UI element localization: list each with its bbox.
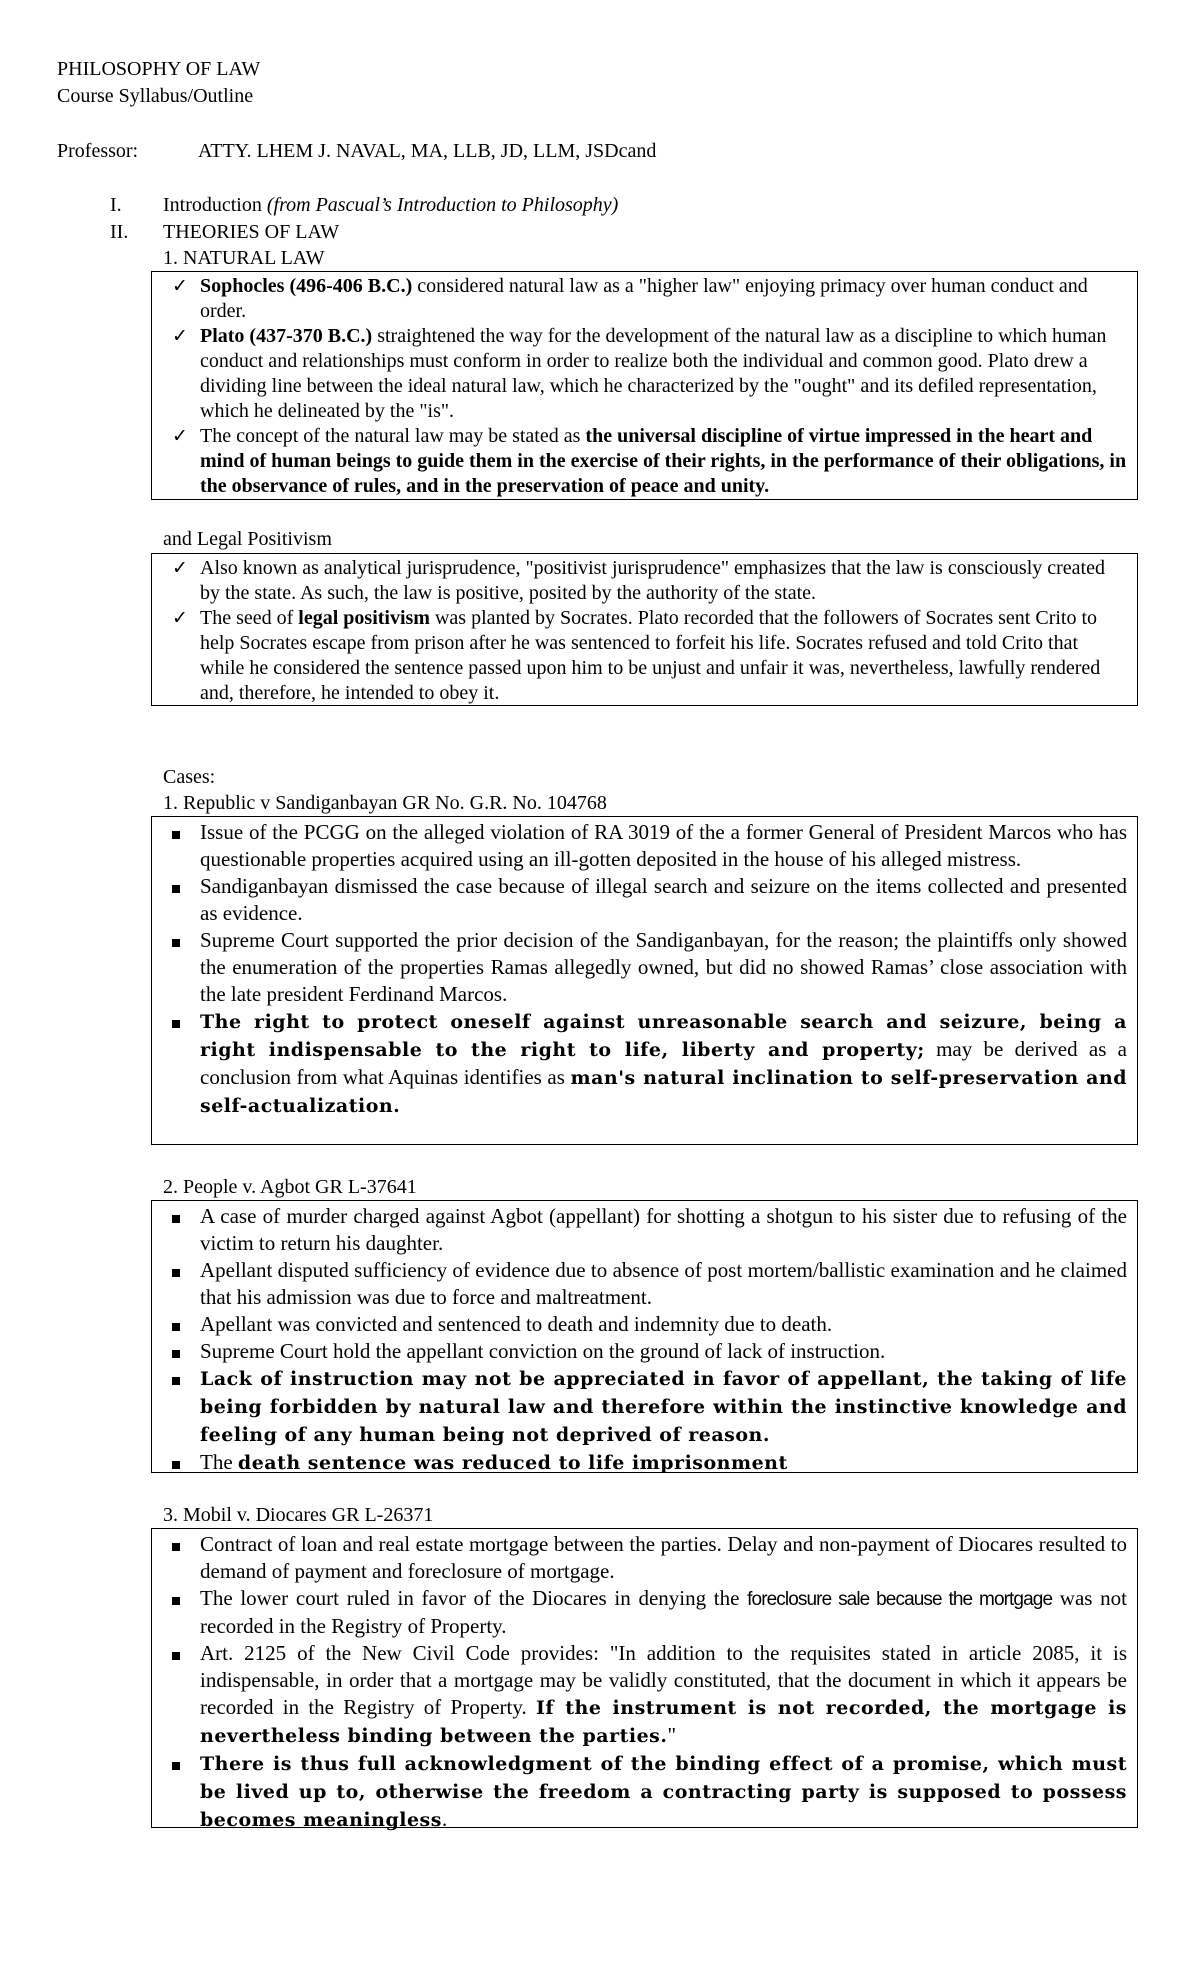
square-bullet-icon [172, 1257, 196, 1284]
outline-num-ii: II. [110, 221, 129, 243]
square-bullet-icon [172, 1008, 196, 1035]
square-bullet-icon [172, 1750, 196, 1777]
list-item: ✓ The concept of the natural law may be stated as the universal discipline of virtue impressed in the heart and mind of human beings to guide them in the exercise of their rights, in the performance of their obligations, in the observance of rules, and in the preservation of peace and unity. [172, 425, 1127, 497]
list-item: Supreme Court hold the appellant conviction on the ground of lack of instruction. [162, 1338, 1127, 1365]
square-bullet-icon [172, 1585, 196, 1612]
list-item: Apellant was convicted and sentenced to death and indemnity due to death. [162, 1311, 1127, 1338]
list-item: Apellant disputed sufficiency of evidence due to absence of post mortem/ballistic examination and he claimed that his admission was due to force and maltreatment. [162, 1257, 1127, 1311]
outline-num-i: I. [110, 194, 122, 216]
list-item: There is thus full acknowledgment of the binding effect of a promise, which must be lived up to, otherwise the freedom a contracting party is supposed to possess becomes meaningless. [162, 1750, 1127, 1834]
subheading-natural-law: 1. NATURAL LAW [163, 247, 325, 269]
list-item: A case of murder charged against Agbot (appellant) for shotting a shotgun to his sister due to refusing of the victim to return his daughter. [162, 1203, 1127, 1257]
list-item: The lower court ruled in favor of the Diocares in denying the foreclosure sale because the mortgage was not recorded in the Registry of Property. [162, 1585, 1127, 1640]
list-item: The death sentence was reduced to life imprisonment [162, 1449, 1127, 1477]
outline-item-theories: THEORIES OF LAW [163, 221, 340, 243]
list-item: ✓ Plato (437-370 B.C.) straightened the way for the development of the natural law as a discipline to which human conduct and relationships must conform in order to realize both the individual and common good. Plato drew a dividing line between the ideal natural law, which he characterized by the "ought" and its defiled representation, which he delineated by the "is". [172, 325, 1107, 422]
list-item: ✓ The seed of legal positivism was planted by Socrates. Plato recorded that the followers of Socrates sent Crito to help Socrates escape from prison after he was sentenced to forfeit his life. Socrates refused and told Crito that while he considered the sentence passed upon him to be unjust and unfair it was, nevertheless, lawfully rendered and, therefore, he intended to obey it. [172, 607, 1101, 704]
case-3-box [151, 1528, 1138, 1831]
square-bullet-icon [172, 1449, 196, 1476]
square-bullet-icon [172, 1203, 196, 1230]
square-bullet-icon [172, 819, 196, 846]
square-bullet-icon [172, 1338, 196, 1365]
legal-positivism-box [151, 553, 1138, 706]
subheading-legal-positivism: and Legal Positivism [163, 528, 332, 550]
list-item: Lack of instruction may not be appreciated in favor of appellant, the taking of life being forbidden by natural law and therefore within the instinctive knowledge and feeling of any human being not deprived of reason. [162, 1365, 1127, 1449]
list-item: Issue of the PCGG on the alleged violation of RA 3019 of the a former General of President Marcos who has questionable properties acquired using an ill-gotten deposited in the house of his alleged mistress. [162, 819, 1127, 873]
cases-heading: Cases: [163, 766, 216, 788]
list-item: ✓ Sophocles (496-406 B.C.) considered natural law as a "higher law" enjoying primacy over human conduct and order. [172, 275, 1088, 322]
list-item: Art. 2125 of the New Civil Code provides: "In addition to the requisites stated in article 2085, it is indispensable, in order that a mortgage may be validly constituted, that the document in which it appears be recorded in the Registry of Property. If the instrument is not recorded, the mortgage is nevertheless binding between the parties." [162, 1640, 1127, 1750]
list-item: Contract of loan and real estate mortgage between the parties. Delay and non-payment of Diocares resulted to demand of payment and foreclosure of mortgage. [162, 1531, 1127, 1585]
professor-name: ATTY. LHEM J. NAVAL, MA, LLB, JD, LLM, JSDcand [198, 140, 657, 162]
square-bullet-icon [172, 1365, 196, 1392]
checkmark-icon: ✓ [172, 557, 188, 579]
checkmark-icon: ✓ [172, 325, 188, 347]
list-item: Sandiganbayan dismissed the case because of illegal search and seizure on the items collected and presented as evidence. [162, 873, 1127, 927]
list-item: ✓ Also known as analytical jurisprudence, "positivist jurisprudence" emphasizes that the law is consciously created by the state. As such, the law is positive, posited by the authority of the state. [172, 557, 1105, 604]
natural-law-box [151, 271, 1138, 500]
professor-label: Professor: [57, 140, 139, 162]
case-3-title: 3. Mobil v. Diocares GR L-26371 [163, 1504, 434, 1526]
square-bullet-icon [172, 1311, 196, 1338]
outline-item-introduction: Introduction (from Pascual’s Introduction to Philosophy) [163, 194, 619, 216]
case-2-box [151, 1200, 1138, 1473]
square-bullet-icon [172, 1531, 196, 1558]
square-bullet-icon [172, 927, 196, 954]
checkmark-icon: ✓ [172, 275, 188, 297]
case-2-title: 2. People v. Agbot GR L-37641 [163, 1176, 417, 1198]
square-bullet-icon [172, 873, 196, 900]
case-1-box [151, 816, 1138, 1145]
list-item: Supreme Court supported the prior decision of the Sandiganbayan, for the reason; the plaintiffs only showed the enumeration of the properties Ramas allegedly owned, but did no showed Ramas’ close association with the late president Ferdinand Marcos. [162, 927, 1127, 1008]
checkmark-icon: ✓ [172, 607, 188, 629]
course-subtitle: Course Syllabus/Outline [57, 85, 254, 107]
square-bullet-icon [172, 1640, 196, 1667]
case-1-title: 1. Republic v Sandiganbayan GR No. G.R. No. 104768 [163, 792, 607, 814]
course-title: PHILOSOPHY OF LAW [57, 58, 261, 80]
list-item: The right to protect oneself against unreasonable search and seizure, being a right indispensable to the right to life, liberty and property; may be derived as a conclusion from what Aquinas identifies as man's natural inclination to self-preservation and self-actualization. [162, 1008, 1127, 1120]
checkmark-icon: ✓ [172, 425, 188, 447]
